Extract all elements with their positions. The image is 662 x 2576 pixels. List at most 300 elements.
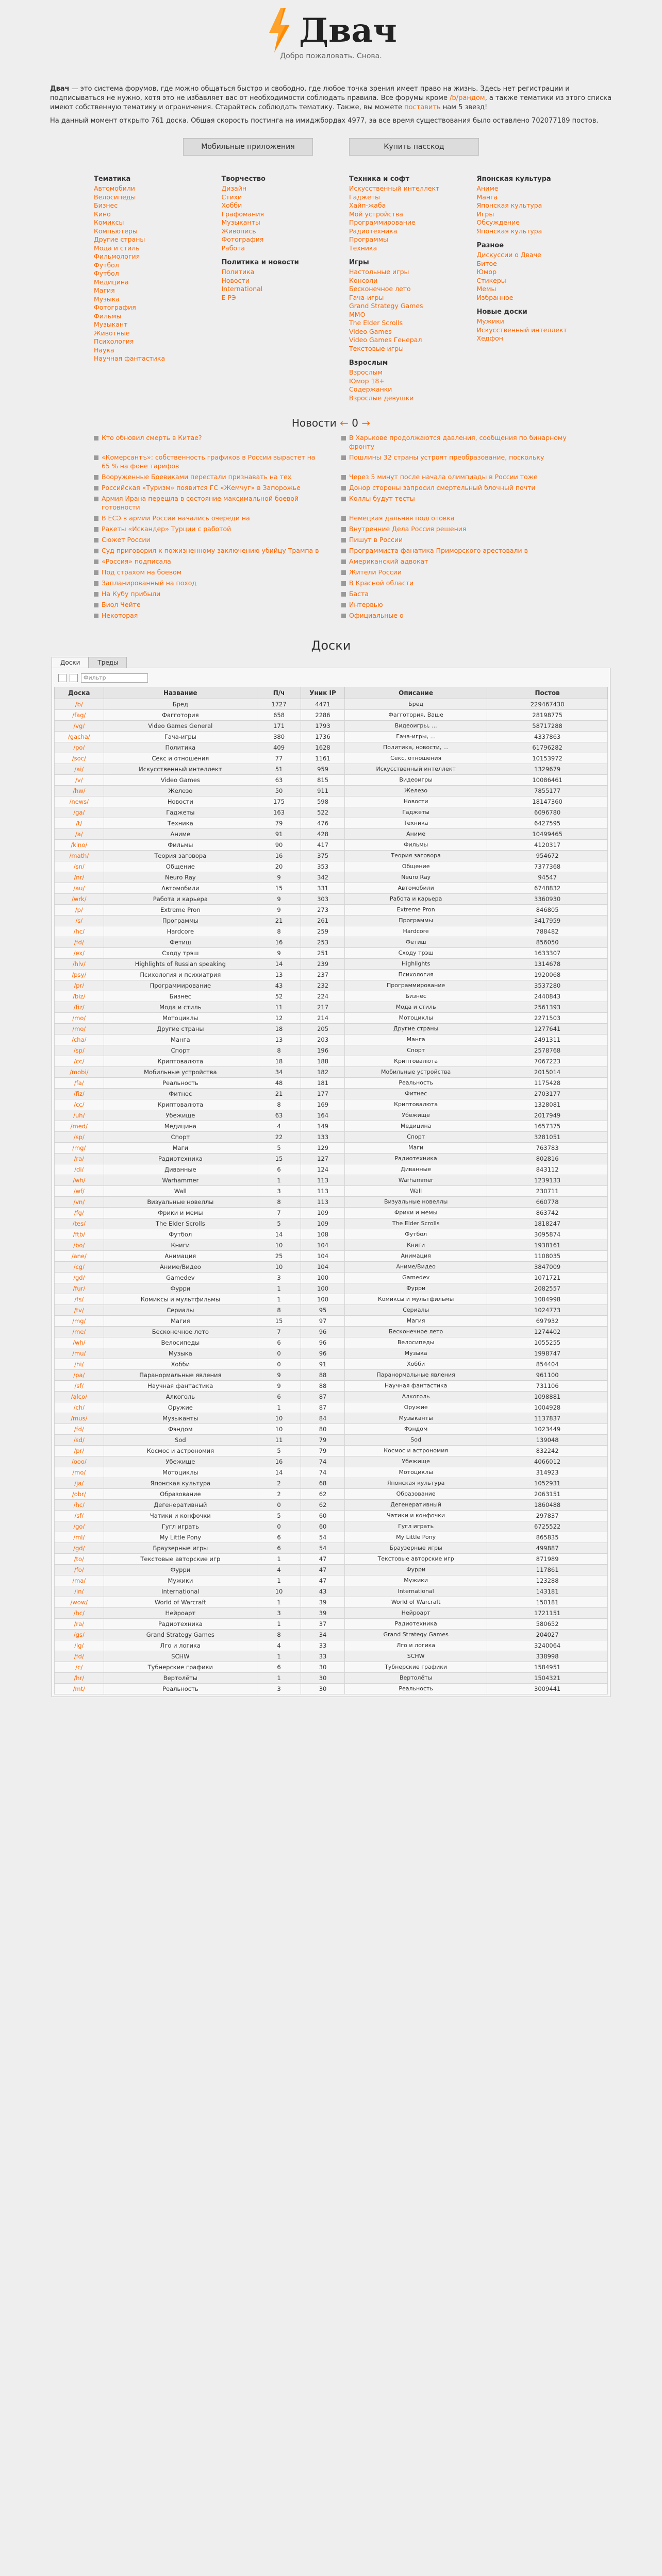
board-code[interactable]: /me/ (55, 1327, 104, 1337)
category-link[interactable]: Живопись (221, 227, 256, 235)
table-row[interactable] (55, 1143, 608, 1154)
table-row[interactable] (55, 742, 608, 753)
table-row[interactable] (55, 1175, 608, 1186)
board-code[interactable]: /hw/ (55, 786, 104, 796)
table-row[interactable] (55, 1186, 608, 1197)
news-item[interactable] (94, 524, 321, 533)
board-code[interactable]: /pa/ (55, 1370, 104, 1381)
table-row[interactable] (55, 1327, 608, 1337)
board-code[interactable]: /wh/ (55, 1175, 104, 1186)
logo[interactable] (265, 7, 397, 54)
table-row[interactable] (55, 1121, 608, 1132)
board-code[interactable]: /pr/ (55, 1446, 104, 1456)
category-link[interactable]: Избранное (476, 293, 514, 301)
board-code[interactable]: /mus/ (55, 1413, 104, 1424)
news-item[interactable] (94, 472, 321, 481)
board-code[interactable]: /ooo/ (55, 1456, 104, 1467)
category-link[interactable]: Хедфон (476, 334, 503, 342)
table-row[interactable] (55, 851, 608, 861)
table-row[interactable] (55, 1035, 608, 1045)
board-code[interactable]: /news/ (55, 796, 104, 807)
board-code[interactable]: /mt/ (55, 1684, 104, 1694)
board-code[interactable]: /mu/ (55, 1348, 104, 1359)
table-row[interactable] (55, 1532, 608, 1543)
news-item[interactable] (341, 535, 568, 544)
category-link[interactable]: Гаджеты (349, 193, 380, 201)
category-link[interactable]: Футбол (94, 269, 119, 277)
board-code[interactable]: /fo/ (55, 1565, 104, 1575)
news-link[interactable]: Официальные о (349, 612, 404, 619)
board-code[interactable]: /ch/ (55, 1402, 104, 1413)
table-row[interactable] (55, 1359, 608, 1370)
table-row[interactable] (55, 1662, 608, 1673)
news-item[interactable] (94, 494, 321, 512)
board-code[interactable]: /hlv/ (55, 959, 104, 970)
news-link[interactable]: В Харькове продолжаются давления, сообщения по бинарному фронту (349, 434, 567, 450)
category-link[interactable]: Битое (476, 259, 497, 267)
news-link[interactable]: Программиста фанатика Приморского арестовали в (349, 547, 528, 554)
category-link[interactable]: Манга (476, 193, 498, 201)
category-link[interactable]: Гача-игры (349, 293, 384, 301)
category-link[interactable]: Научная фантастика (94, 354, 166, 362)
news-item[interactable] (94, 600, 321, 609)
news-item[interactable] (341, 557, 568, 566)
board-code[interactable]: /hc/ (55, 926, 104, 937)
news-item[interactable] (341, 524, 568, 533)
board-code[interactable]: /vn/ (55, 1197, 104, 1208)
category-link[interactable]: Магия (94, 286, 115, 294)
table-row[interactable] (55, 1056, 608, 1067)
board-code[interactable]: /sf/ (55, 1511, 104, 1521)
news-item[interactable] (94, 589, 321, 598)
news-item[interactable] (341, 514, 568, 522)
table-row[interactable] (55, 1435, 608, 1446)
column-header-name[interactable]: Название (104, 687, 257, 699)
table-row[interactable] (55, 732, 608, 742)
table-row[interactable] (55, 1575, 608, 1586)
board-code[interactable]: /uh/ (55, 1110, 104, 1121)
category-link[interactable]: Настольные игры (349, 268, 409, 276)
board-code[interactable]: /di/ (55, 1164, 104, 1175)
category-link[interactable]: Новости (221, 276, 250, 284)
table-row[interactable] (55, 1348, 608, 1359)
board-code[interactable]: /c/ (55, 1662, 104, 1673)
board-code[interactable]: /t/ (55, 818, 104, 829)
category-link[interactable]: Взрослые девушки (349, 394, 414, 402)
category-link[interactable]: Содержанки (349, 385, 392, 393)
news-item[interactable] (341, 568, 568, 577)
tab-threads[interactable]: Треды (89, 657, 127, 668)
category-link[interactable]: Консоли (349, 276, 378, 284)
news-link[interactable]: Некоторая (102, 612, 138, 619)
table-row[interactable] (55, 1413, 608, 1424)
table-row[interactable] (55, 926, 608, 937)
board-code[interactable]: /fd/ (55, 1424, 104, 1435)
table-row[interactable] (55, 1240, 608, 1251)
table-row[interactable] (55, 753, 608, 764)
table-row[interactable] (55, 1608, 608, 1619)
category-link[interactable]: Политика (221, 268, 255, 276)
board-code[interactable]: /biz/ (55, 991, 104, 1002)
category-link[interactable]: Бесконечное лето (349, 285, 411, 293)
news-link[interactable]: Пошлины 32 страны устроят преобразование, поскольку (349, 453, 544, 461)
table-row[interactable] (55, 1013, 608, 1024)
board-code[interactable]: /hi/ (55, 1359, 104, 1370)
category-link[interactable]: Мой устройства (349, 210, 403, 218)
news-link[interactable]: На Кубу прибыли (102, 590, 161, 598)
board-code[interactable]: /nr/ (55, 872, 104, 883)
category-link[interactable]: Японская культура (476, 227, 542, 235)
board-code[interactable]: /fd/ (55, 1651, 104, 1662)
category-link[interactable]: Video Games (349, 327, 392, 335)
table-row[interactable] (55, 1164, 608, 1175)
news-item[interactable] (341, 433, 568, 451)
board-code[interactable]: /fg/ (55, 1208, 104, 1218)
table-row[interactable] (55, 775, 608, 786)
news-item[interactable] (341, 494, 568, 512)
table-row[interactable] (55, 786, 608, 796)
category-link[interactable]: International (221, 285, 263, 293)
board-code[interactable]: /ftb/ (55, 1229, 104, 1240)
news-link[interactable]: Внутренние Дела Россия решения (349, 525, 467, 533)
table-row[interactable] (55, 1316, 608, 1327)
board-code[interactable]: /sp/ (55, 1132, 104, 1143)
board-code[interactable]: /fd/ (55, 937, 104, 948)
table-row[interactable] (55, 1370, 608, 1381)
board-code[interactable]: /gd/ (55, 1543, 104, 1554)
board-code[interactable]: /cc/ (55, 1056, 104, 1067)
category-link[interactable]: Медицина (94, 278, 129, 286)
tab-boards[interactable]: Доски (52, 657, 89, 668)
category-link[interactable]: Музыканты (221, 218, 260, 226)
table-row[interactable] (55, 1586, 608, 1597)
board-code[interactable]: /fa/ (55, 1078, 104, 1089)
board-code[interactable]: /alco/ (55, 1392, 104, 1402)
board-code[interactable]: /mg/ (55, 1143, 104, 1154)
category-link[interactable]: Текстовые игры (349, 344, 404, 352)
news-link[interactable]: Кто обновил смерть в Китае? (102, 434, 202, 442)
table-row[interactable] (55, 1294, 608, 1305)
board-code[interactable]: /hr/ (55, 1673, 104, 1684)
category-link[interactable]: Японская культура (476, 201, 542, 209)
board-code[interactable]: /lg/ (55, 1640, 104, 1651)
table-row[interactable] (55, 1456, 608, 1467)
category-link[interactable]: Кино (94, 210, 111, 218)
news-next-arrow[interactable]: → (361, 417, 371, 429)
category-link[interactable]: Е РЭ (221, 293, 236, 301)
table-row[interactable] (55, 840, 608, 851)
news-item[interactable] (94, 514, 321, 522)
board-code[interactable]: /go/ (55, 1521, 104, 1532)
news-link[interactable]: Коллы будут тесты (349, 495, 415, 502)
category-link[interactable]: Игры (476, 210, 494, 218)
news-prev-arrow[interactable]: ← (340, 417, 349, 429)
news-item[interactable] (341, 611, 568, 620)
column-header-board[interactable]: Доска (55, 687, 104, 699)
category-link[interactable]: Наука (94, 346, 114, 354)
board-code[interactable]: /med/ (55, 1121, 104, 1132)
news-item[interactable] (341, 546, 568, 555)
table-row[interactable] (55, 894, 608, 905)
category-link[interactable]: Другие страны (94, 235, 145, 243)
table-row[interactable] (55, 1045, 608, 1056)
news-item[interactable] (94, 611, 321, 620)
category-link[interactable]: Радиотехника (349, 227, 398, 235)
news-item[interactable] (94, 579, 321, 587)
table-row[interactable] (55, 1402, 608, 1413)
table-row[interactable] (55, 1651, 608, 1662)
table-row[interactable] (55, 1489, 608, 1500)
category-link[interactable]: Компьютеры (94, 227, 138, 235)
table-row[interactable] (55, 1543, 608, 1554)
table-row[interactable] (55, 1262, 608, 1273)
board-code[interactable]: /wow/ (55, 1597, 104, 1608)
board-code[interactable]: /b/ (55, 699, 104, 710)
news-item[interactable] (94, 546, 321, 555)
board-code[interactable]: /obr/ (55, 1489, 104, 1500)
news-item[interactable] (341, 600, 568, 609)
board-code[interactable]: /tv/ (55, 1305, 104, 1316)
news-item[interactable] (341, 453, 568, 470)
table-row[interactable] (55, 1500, 608, 1511)
board-code[interactable]: /sp/ (55, 1045, 104, 1056)
news-link[interactable]: Сюжет России (102, 536, 151, 544)
category-link[interactable]: Фотография (94, 303, 136, 311)
category-link[interactable]: Хобби (221, 201, 242, 209)
board-code[interactable]: /hc/ (55, 1608, 104, 1619)
table-row[interactable] (55, 1305, 608, 1316)
category-link[interactable]: Искусственный интеллект (349, 184, 440, 192)
category-link[interactable]: Музыка (94, 295, 120, 303)
category-link[interactable]: Программирование (349, 218, 416, 226)
news-link[interactable]: Немецкая дальняя подготовка (349, 514, 455, 522)
table-row[interactable] (55, 1640, 608, 1651)
table-row[interactable] (55, 829, 608, 840)
buy-passcode-button[interactable]: Купить пасскод (349, 138, 479, 156)
table-row[interactable] (55, 1673, 608, 1684)
board-code[interactable]: /psy/ (55, 970, 104, 980)
table-row[interactable] (55, 1381, 608, 1392)
column-header-unique-ip[interactable]: Уник IP (301, 687, 345, 699)
table-row[interactable] (55, 807, 608, 818)
news-link[interactable]: «Россия» подписала (102, 557, 171, 565)
column-header-posts[interactable]: Постов (487, 687, 608, 699)
board-code[interactable]: /wf/ (55, 1186, 104, 1197)
category-link[interactable]: Мода и стиль (94, 244, 140, 252)
board-code[interactable]: /fs/ (55, 1294, 104, 1305)
table-row[interactable] (55, 1619, 608, 1630)
board-code[interactable]: /pr/ (55, 980, 104, 991)
category-link[interactable]: Программы (349, 235, 388, 243)
board-code[interactable]: /in/ (55, 1586, 104, 1597)
filter-input[interactable]: Фильтр (81, 673, 148, 683)
grid-view-icon[interactable] (58, 674, 67, 682)
board-code[interactable]: /wrk/ (55, 894, 104, 905)
table-row[interactable] (55, 1565, 608, 1575)
table-row[interactable] (55, 1024, 608, 1035)
board-code[interactable]: /sd/ (55, 1435, 104, 1446)
category-link[interactable]: Искусственный интеллект (476, 326, 567, 334)
board-code[interactable]: /mg/ (55, 1316, 104, 1327)
table-row[interactable] (55, 721, 608, 732)
table-row[interactable] (55, 1478, 608, 1489)
board-code[interactable]: /fur/ (55, 1283, 104, 1294)
news-link[interactable]: Донор стороны запросил смертельный блочный почти (349, 484, 536, 492)
table-row[interactable] (55, 905, 608, 916)
board-code[interactable]: /ga/ (55, 807, 104, 818)
table-row[interactable] (55, 1511, 608, 1521)
category-link[interactable]: Обсуждение (476, 218, 520, 226)
table-row[interactable] (55, 1424, 608, 1435)
table-row[interactable] (55, 1521, 608, 1532)
news-item[interactable] (94, 483, 321, 492)
table-row[interactable] (55, 970, 608, 980)
board-code[interactable]: /wh/ (55, 1337, 104, 1348)
news-link[interactable]: Под страхом на боевом (102, 568, 182, 576)
intro-link-random[interactable]: /b/рандом (450, 94, 485, 102)
table-row[interactable] (55, 1554, 608, 1565)
news-item[interactable] (94, 535, 321, 544)
news-link[interactable]: Американский адвокат (349, 557, 428, 565)
board-code[interactable]: /v/ (55, 775, 104, 786)
category-link[interactable]: Grand Strategy Games (349, 302, 423, 310)
board-code[interactable]: /fiz/ (55, 1089, 104, 1099)
news-link[interactable]: Интервью (349, 601, 383, 608)
news-link[interactable]: Российская «Туризм» появится ГС «Жемчуг» в Запорожье (102, 484, 301, 492)
board-code[interactable]: /au/ (55, 883, 104, 894)
table-row[interactable] (55, 1283, 608, 1294)
table-row[interactable] (55, 1197, 608, 1208)
news-item[interactable] (94, 433, 321, 451)
column-header-description[interactable]: Описание (345, 687, 487, 699)
category-link[interactable]: Дискуссии о Дваче (476, 251, 541, 259)
column-header-speed[interactable]: П/ч (257, 687, 301, 699)
board-code[interactable]: /cg/ (55, 1262, 104, 1273)
category-link[interactable]: Футбол (94, 261, 119, 269)
category-link[interactable]: Техника (349, 244, 377, 252)
category-link[interactable]: Автомобили (94, 184, 135, 192)
table-row[interactable] (55, 959, 608, 970)
board-code[interactable]: /kino/ (55, 840, 104, 851)
category-link[interactable]: Мужики (476, 317, 504, 325)
board-code[interactable]: /ma/ (55, 1575, 104, 1586)
board-code[interactable]: /p/ (55, 905, 104, 916)
board-code[interactable]: /mo/ (55, 1024, 104, 1035)
table-row[interactable] (55, 1630, 608, 1640)
table-row[interactable] (55, 1446, 608, 1456)
board-code[interactable]: /sf/ (55, 1381, 104, 1392)
category-link[interactable]: Хайп-жаба (349, 201, 386, 209)
category-link[interactable]: Животные (94, 329, 130, 337)
category-link[interactable]: Взрослым (349, 368, 383, 376)
table-row[interactable] (55, 1208, 608, 1218)
board-code[interactable]: /a/ (55, 829, 104, 840)
table-row[interactable] (55, 796, 608, 807)
board-code[interactable]: /cha/ (55, 1035, 104, 1045)
category-link[interactable]: Психология (94, 337, 134, 345)
table-row[interactable] (55, 1089, 608, 1099)
table-row[interactable] (55, 764, 608, 775)
category-link[interactable]: Музыкант (94, 320, 128, 328)
news-item[interactable] (94, 453, 321, 470)
table-row[interactable] (55, 1229, 608, 1240)
category-link[interactable]: Дизайн (221, 184, 246, 192)
table-row[interactable] (55, 1684, 608, 1694)
news-item[interactable] (94, 568, 321, 577)
category-link[interactable]: Фильмология (94, 252, 140, 260)
board-code[interactable]: /ja/ (55, 1478, 104, 1489)
board-code[interactable]: /gacha/ (55, 732, 104, 742)
news-link[interactable]: Баста (349, 590, 369, 598)
category-link[interactable]: Фотография (221, 235, 264, 243)
table-row[interactable] (55, 991, 608, 1002)
category-link[interactable]: Стихи (221, 193, 242, 201)
table-row[interactable] (55, 818, 608, 829)
news-link[interactable]: Вооруженные Боевиками перестали признавать на тех (102, 473, 292, 481)
table-row[interactable] (55, 710, 608, 721)
board-code[interactable]: /s/ (55, 916, 104, 926)
news-link[interactable]: Биол Чейте (102, 601, 141, 608)
news-link[interactable]: В ЕСЭ в армии России начались очереди на (102, 514, 250, 522)
board-code[interactable]: /mo/ (55, 1013, 104, 1024)
table-row[interactable] (55, 1251, 608, 1262)
board-code[interactable]: /math/ (55, 851, 104, 861)
category-link[interactable]: Юмор (476, 268, 497, 276)
category-link[interactable]: Стикеры (476, 276, 506, 284)
news-link[interactable]: Суд приговорил к пожизненному заключению убийцу Трампа в (102, 547, 319, 554)
board-code[interactable]: /mobi/ (55, 1067, 104, 1078)
mobile-apps-button[interactable]: Мобильные приложения (183, 138, 313, 156)
category-link[interactable]: Аниме (476, 184, 499, 192)
category-link[interactable]: Велосипеды (94, 193, 136, 201)
board-code[interactable]: /po/ (55, 742, 104, 753)
board-code[interactable]: /gs/ (55, 1630, 104, 1640)
news-item[interactable] (94, 557, 321, 566)
news-link[interactable]: Через 5 минут после начала олимпиады в России тоже (349, 473, 538, 481)
table-row[interactable] (55, 1467, 608, 1478)
table-row[interactable] (55, 1154, 608, 1164)
category-link[interactable]: Комиксы (94, 218, 124, 226)
board-code[interactable]: /vg/ (55, 721, 104, 732)
news-link[interactable]: Ракеты «Искандер» Турции с работой (102, 525, 231, 533)
news-link[interactable]: Запланированный на поход (102, 579, 197, 587)
table-row[interactable] (55, 937, 608, 948)
board-code[interactable]: /mo/ (55, 1467, 104, 1478)
board-code[interactable]: /ra/ (55, 1154, 104, 1164)
list-view-icon[interactable] (70, 674, 78, 682)
board-code[interactable]: /soc/ (55, 753, 104, 764)
category-link[interactable]: Video Games Генерал (349, 336, 422, 344)
table-row[interactable] (55, 1110, 608, 1121)
table-row[interactable] (55, 1337, 608, 1348)
category-link[interactable]: Мемы (476, 285, 496, 293)
board-code[interactable]: /hc/ (55, 1500, 104, 1511)
news-link[interactable]: Пишут в России (349, 536, 403, 544)
board-code[interactable]: /ex/ (55, 948, 104, 959)
board-code[interactable]: /ml/ (55, 1532, 104, 1543)
news-item[interactable] (341, 579, 568, 587)
intro-link-rate[interactable]: поставить (404, 104, 441, 111)
category-link[interactable]: Работа (221, 244, 245, 252)
board-code[interactable]: /gd/ (55, 1273, 104, 1283)
table-row[interactable] (55, 1078, 608, 1089)
news-link[interactable]: Жители России (349, 568, 402, 576)
category-link[interactable]: Фильмы (94, 312, 122, 320)
board-code[interactable]: /ra/ (55, 1619, 104, 1630)
table-row[interactable] (55, 872, 608, 883)
table-row[interactable] (55, 1597, 608, 1608)
board-code[interactable]: /ane/ (55, 1251, 104, 1262)
